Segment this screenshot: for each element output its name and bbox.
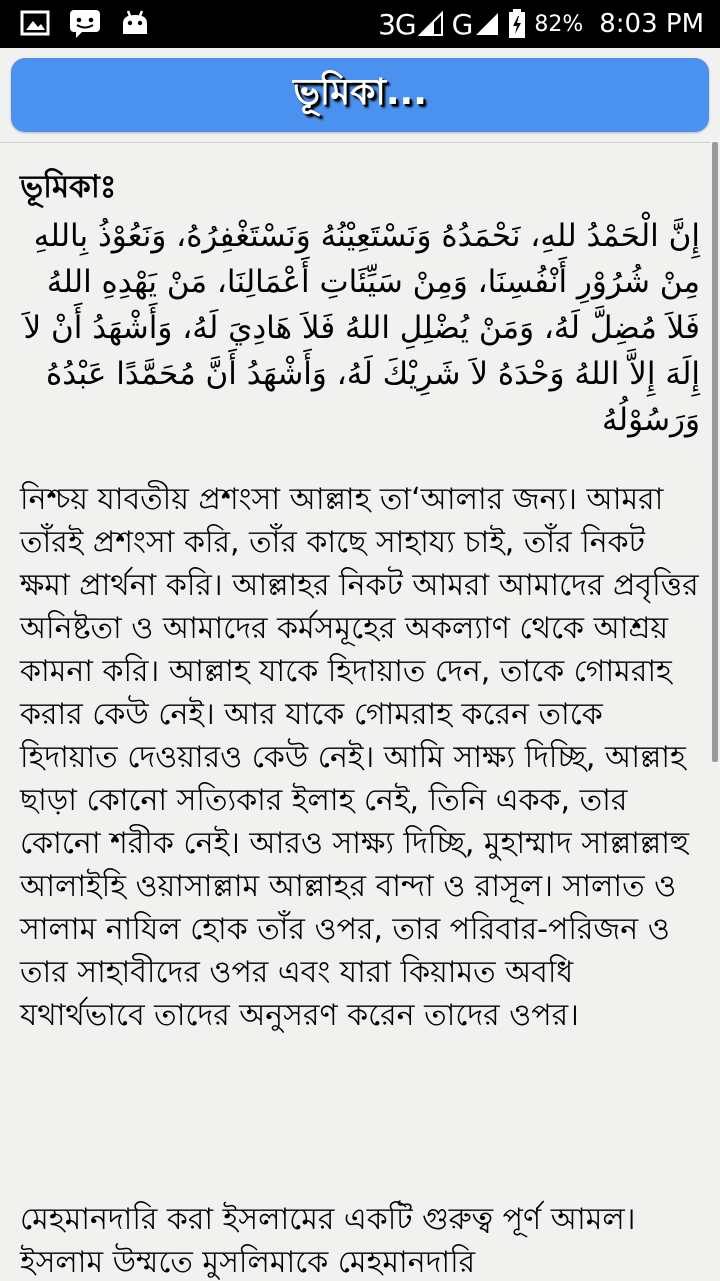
paragraph-1: নিশ্চয় যাবতীয় প্রশংসা আল্লাহ তা‘আলার জন্য। আমরা তাঁরই প্রশংসা করি, তাঁর কাছে সাহায্য চাই, তাঁর নিকট ক্ষমা প্রার্থনা করি। আল্লাহর নিকট আমরা আমাদের প্রবৃত্তির অনিষ্টতা ও আমাদের কর্মসমূহের অকল্যাণ থেকে আশ্রয় কামনা করি। আল্লাহ যাকে হিদায়াত দেন, তাকে গোমরাহ করার কেউ নেই। আর যাকে গোমরাহ করেন তাকে হিদায়াত দেওয়ারও কেউ নেই। আমি সাক্ষ্য দিচ্ছি, আল্লাহ ছাড়া কোনো সত্যিকার ইলাহ নেই, তিনি একক, তার কোনো শরীক নেই। আরও সাক্ষ্য দিচ্ছি, মুহাম্মাদ সাল্লাল্লাহু আলাইহি ওয়াসাল্লাম আল্লাহর বান্দা ও রাসূল। সালাত ও সালাম নাযিল হোক তাঁর ওপর, তার পরিবার-পরিজন ও তার সাহাবীদের ওপর এবং যারা কিয়ামত অবধি যথার্থভাবে তাদের অনুসরণ করেন তাদের ওপর। bbox=[20, 482, 699, 1033]
clock: 8:03 PM bbox=[599, 9, 704, 39]
status-bar bbox=[0, 0, 720, 48]
notification-icons bbox=[20, 8, 150, 38]
battery-percent: 82% bbox=[534, 11, 584, 37]
system-status bbox=[378, 0, 704, 48]
page-title: ভূমিকা... bbox=[293, 72, 427, 113]
section-heading: ভূমিকাঃ bbox=[20, 169, 117, 205]
paragraph-2: মেহমানদারি করা ইসলামের একটি গুরুত্ব পূর্ণ আমল। ইসলাম উম্মতে মুসলিমাকে মেহমানদারি bbox=[20, 1202, 636, 1280]
article-content[interactable] bbox=[0, 142, 710, 1281]
scrollbar[interactable] bbox=[712, 142, 718, 762]
android-icon bbox=[120, 8, 150, 38]
title-bar bbox=[11, 58, 709, 132]
battery-charging-icon bbox=[508, 9, 526, 39]
messenger-icon bbox=[68, 8, 102, 38]
network-g: G bbox=[452, 8, 501, 41]
arabic-khutbah: إِنَّ الْحَمْدُ للهِ، نَحْمَدُهُ وَنَسْتَعِيْنُهُ وَنَسْتَغْفِرُهُ، وَنَعُوْذُ بِاللهِ مِنْ شُرُوْرِ أَنْفُسِنَا، وَمِنْ سَيِّئَاتِ أَعْمَالِنَا، مَنْ يَهْدِهِ اللهُ فَلاَ مُضِلَّ لَهُ، وَمَنْ يُضْلِلِ اللهُ فَلاَ هَادِيَ لَهُ، وَأَشْهَدُ أَنْ لاَ إِلَهَ إِلاَّ اللهُ وَحْدَهُ لاَ شَرِيْكَ لَهُ، وَأَشْهَدُ أَنَّ مُحَمَّدًا عَبْدُهُ وَرَسُوْلُهُ bbox=[23, 218, 700, 438]
image-icon bbox=[20, 9, 50, 37]
network-3g: 3G bbox=[378, 8, 444, 41]
signal-g-icon bbox=[474, 11, 500, 37]
signal-3g-icon bbox=[418, 11, 444, 37]
